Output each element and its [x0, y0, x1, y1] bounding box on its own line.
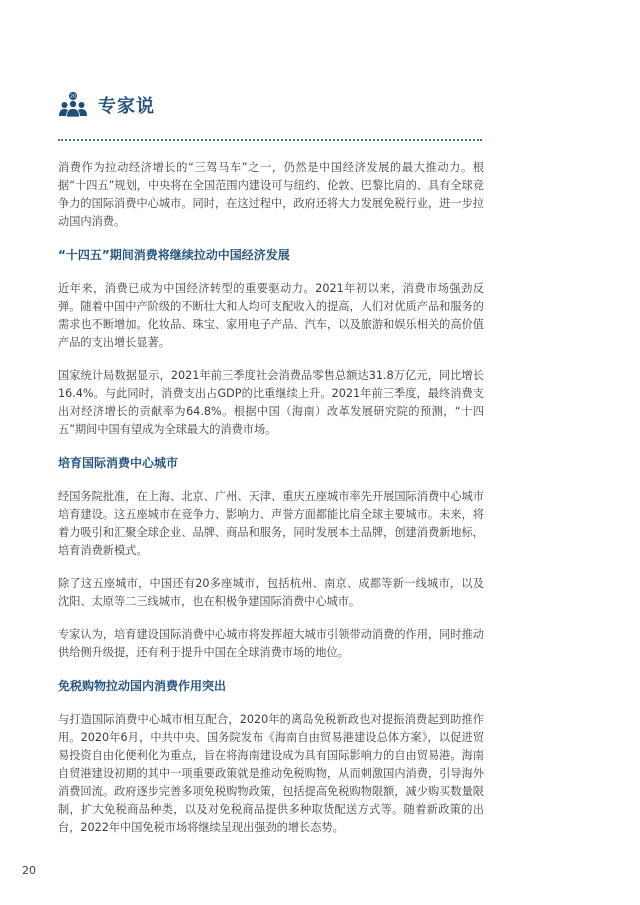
- section-heading-1: “十四五”期间消费将继续拉动中国经济发展: [58, 248, 290, 262]
- people-group-icon: [58, 92, 88, 118]
- intro-paragraph: 消费作为拉动经济增长的“三驾马车”之一，仍然是中国经济发展的最大推动力。根据“十四五”规划，中央将在全国范围内建设可与纽约、伦敦、巴黎比肩的、具有全球竞争力的国际消费中心城市。同时，在这过程中，政府还将大力发展免税行业，进一步拉动国内消费。: [58, 161, 484, 228]
- paragraph-statistics: 国家统计局数据显示，2021年前三季度社会消费品零售总额达31.8万亿元，同比增长16.4%。与此同时，消费支出占GDP的比重继续上升。2021年前三季度，最终消费支出对经济增长的贡献率为64.8%。根据中国（海南）改革发展研究院的预测，“十四五”期间中国有望成为全球最大的消费市场。: [58, 369, 484, 436]
- paragraph-five-cities: 经国务院批准，在上海、北京、广州、天津、重庆五座城市率先开展国际消费中心城市培育建设。这五座城市在竞争力、影响力、声誉方面都能比肩全球主要城市。未来，将着力吸引和汇聚全球企业、品牌、商品和服务，同时发展本土品牌，创建消费新地标，培育消费新模式。: [58, 490, 484, 557]
- article-body: [58, 159, 484, 852]
- header-badge-number: 20: [70, 94, 76, 100]
- section-heading-3: 免税购物拉动国内消费作用突出: [58, 679, 227, 693]
- dotted-divider: [58, 139, 482, 141]
- page-number: 20: [22, 864, 36, 877]
- paragraph-consumption-driver: 近年来，消费已成为中国经济转型的重要驱动力。2021年初以来，消费市场强劲反弹。随着中国中产阶级的不断壮大和人均可支配收入的提高，人们对优质产品和服务的需求也不断增加。化妆品、珠宝、家用电子产品、汽车，以及旅游和娱乐相关的高价值产品的支出增长显著。: [58, 282, 484, 349]
- paragraph-duty-free: 与打造国际消费中心城市相互配合，2020年的离岛免税新政也对提振消费起到助推作用。2020年6月，中共中央、国务院发布《海南自由贸易港建设总体方案》，以促进贸易投资自由化便利化为重点，旨在将海南建设成为具有国际影响力的自由贸易港。海南自贸港建设初期的其中一项重要政策就是推动免税购物，从而刺激国内消费，引导海外消费回流。政府逐步完善多项免税购物政策，包括提高免税购物限额，减少购买数量限制，扩大免税商品种类，以及对免税商品提供多种取货配送方式等。随着新政策的出台，2022年中国免税市场将继续呈现出强劲的增长态势。: [58, 713, 484, 834]
- page-title: 专家说: [98, 96, 155, 117]
- paragraph-expert-view: 专家认为，培育建设国际消费中心城市将发挥超大城市引领带动消费的作用，同时推动供给侧升级提，还有利于提升中国在全球消费市场的地位。: [58, 628, 484, 659]
- section-heading-2: 培育国际消费中心城市: [58, 456, 179, 470]
- section-header: [58, 92, 155, 118]
- paragraph-other-cities: 除了这五座城市，中国还有20多座城市，包括杭州、南京、成都等新一线城市，以及沈阳、太原等二三线城市，也在积极争建国际消费中心城市。: [58, 577, 484, 608]
